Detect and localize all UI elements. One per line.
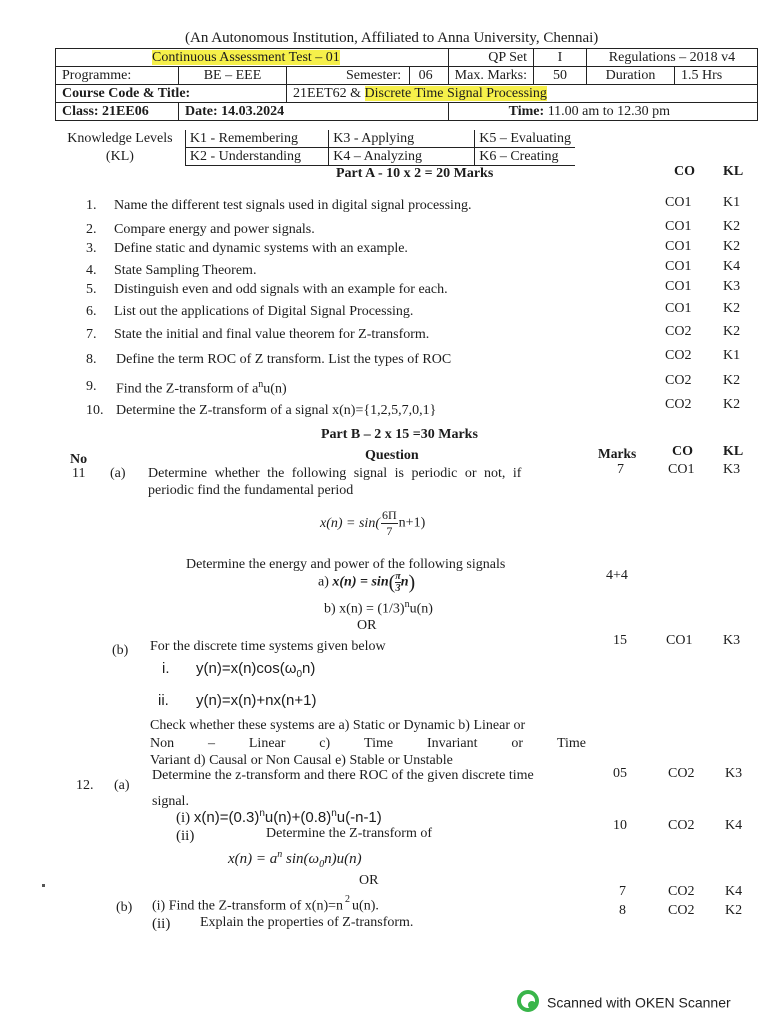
- course-cell: [287, 85, 758, 103]
- q11b-co: CO1: [666, 633, 693, 648]
- part-b-question-header: Question: [365, 448, 419, 463]
- q11b-i-eq-main: y(n)=x(n)cos(ω: [196, 660, 297, 677]
- q9-text-main: Find the Z-transform of a: [116, 381, 259, 397]
- q12b-ii-text: Explain the properties of Z-transform.: [200, 915, 414, 930]
- kl-title-line1: Knowledge Levels: [67, 131, 173, 147]
- q12a-i-p2: u(n)+(0.8): [264, 809, 332, 826]
- q12a-ii-kl: K4: [725, 818, 743, 833]
- q11b-check-line1: Check whether these systems are a) Static or Dynamic b) Linear or: [150, 718, 526, 733]
- class-label: Class: 21EE06: [56, 103, 179, 121]
- part-b-co-header: CO: [672, 444, 693, 459]
- q12a-i-label: (i): [176, 810, 191, 826]
- exam-header-table: [55, 48, 758, 121]
- q3-number: 3.: [86, 241, 97, 256]
- q11b-check2-word: Time: [556, 736, 586, 751]
- kl-k4: K4 – Analyzing: [329, 148, 475, 166]
- q1-text: Name the different test signals used in digital signal processing.: [114, 198, 472, 213]
- q11b-check-line3: Variant d) Causal or Non Causal e) Stable or Unstable: [150, 753, 453, 768]
- q11b-ii-roman: ii.: [158, 692, 169, 709]
- q11b-marks: 15: [613, 633, 627, 648]
- q2-kl: K2: [723, 219, 741, 234]
- q11b-i-equation: [196, 660, 315, 680]
- q11b-check-line2: [150, 736, 586, 752]
- q11a-eq-rhs: n+1): [398, 515, 426, 531]
- q11a2-b-sup: n: [404, 599, 410, 610]
- q10-number: 10.: [86, 403, 104, 418]
- q11a2-part-a: [318, 571, 415, 595]
- q1-number: 1.: [86, 198, 97, 213]
- q5-kl: K3: [723, 279, 741, 294]
- q6-co: CO1: [665, 301, 692, 316]
- kl-k6: K6 – Creating: [475, 148, 575, 166]
- date-label: Date: 14.03.2024: [179, 103, 449, 121]
- semester-cell: [287, 67, 449, 85]
- q7-text: State the initial and final value theorem for Z-transform.: [114, 327, 430, 342]
- scan-speck: [42, 884, 45, 887]
- kl-k3: K3 - Applying: [329, 130, 475, 148]
- q12a-ii-text: Determine the Z-transform of: [266, 826, 432, 841]
- q11b-line: For the discrete time systems given below: [150, 639, 386, 654]
- q11a2-a-var: n: [400, 574, 409, 590]
- q1-co: CO1: [665, 195, 692, 210]
- q12b-i-after: u(n).: [352, 898, 379, 914]
- q12a-marks: 05: [613, 766, 627, 781]
- q11b-check2-word: Invariant: [426, 736, 478, 751]
- max-marks-value: 50: [534, 67, 587, 85]
- q9-superscript: n: [258, 379, 264, 390]
- time-label: Time:: [508, 104, 545, 119]
- q12a-i-equation: [194, 809, 382, 826]
- duration-label: Duration: [587, 67, 675, 85]
- scanner-watermark: [517, 990, 731, 1015]
- q11a-eq-numerator: 6Π: [382, 508, 397, 522]
- kl-title-line2: (KL): [105, 149, 134, 164]
- q11a-equation: [320, 508, 425, 539]
- programme-label: Programme:: [56, 67, 179, 85]
- q11b-label: (b): [112, 643, 129, 658]
- q9-text: [116, 379, 287, 398]
- q11a2-a-open-paren: (: [388, 571, 396, 594]
- q5-co: CO1: [665, 279, 692, 294]
- q11a2-a-lhs: x(n) = sin: [332, 574, 389, 590]
- q12a-i-p3: u(-n-1): [336, 809, 382, 826]
- q12a-co: CO2: [668, 766, 695, 781]
- q12b-label: (b): [116, 900, 133, 915]
- q11a-label: (a): [110, 466, 126, 481]
- q6-kl: K2: [723, 301, 741, 316]
- q11a2-marks: 4+4: [606, 568, 628, 583]
- test-name: Continuous Assessment Test – 01: [152, 50, 340, 65]
- q11-number: 11: [72, 466, 86, 481]
- q11b-check2-word: Non: [150, 736, 175, 751]
- q12a-kl: K3: [725, 766, 743, 781]
- q3-text: Define static and dynamic systems with an example.: [114, 241, 408, 256]
- q12a-ii-label: (ii): [176, 828, 195, 844]
- q12a-label: (a): [114, 778, 130, 793]
- q1-kl: K1: [723, 195, 741, 210]
- q10-text: Determine the Z-transform of a signal x(n)={1,2,5,7,0,1}: [116, 403, 437, 418]
- time-cell: [448, 103, 757, 121]
- course-title: Discrete Time Signal Processing: [364, 86, 547, 101]
- q9-kl: K2: [723, 373, 741, 388]
- q11a2-a-close-paren: ): [408, 571, 416, 594]
- q12b-i-sup: 2: [345, 894, 351, 905]
- q12a-ii-eq2: sin(ω: [282, 851, 320, 867]
- q11a2-b-main: b) x(n) = (1/3): [324, 601, 405, 617]
- q4-co: CO1: [665, 259, 692, 274]
- q11a2-a-label: a): [318, 574, 329, 590]
- q11a-eq-fraction: [381, 508, 398, 539]
- or-2: OR: [359, 873, 379, 888]
- q12a-i-sup2: n: [331, 808, 337, 819]
- q2-co: CO1: [665, 219, 692, 234]
- q12a-ii-eq3: n)u(n): [324, 851, 362, 867]
- q12a-i-sup1: n: [259, 808, 265, 819]
- q12a-ii-co: CO2: [668, 818, 695, 833]
- q12a-line1: Determine the z-transform and there ROC of the given discrete time: [152, 768, 534, 783]
- q11a2-b-after: u(n): [409, 601, 433, 617]
- time-value: 11.00 am to 12.30 pm: [547, 104, 671, 119]
- course-label: Course Code & Title:: [56, 85, 287, 103]
- q11b-check2-word: –: [208, 736, 215, 751]
- part-b-title: Part B – 2 x 15 =30 Marks: [321, 427, 478, 442]
- q10-co: CO2: [665, 397, 692, 412]
- course-code: 21EET62 &: [293, 86, 362, 101]
- q11b-i-sub: 0: [296, 669, 303, 680]
- q8-text: Define the term ROC of Z transform. List the types of ROC: [116, 352, 452, 367]
- institution-line: (An Autonomous Institution, Affiliated to Anna University, Chennai): [185, 30, 599, 46]
- part-a-title: Part A - 10 x 2 = 20 Marks: [336, 166, 494, 181]
- q6-number: 6.: [86, 304, 97, 319]
- max-marks-label: Max. Marks:: [448, 67, 533, 85]
- qp-set-value: I: [534, 49, 587, 67]
- q3-co: CO1: [665, 239, 692, 254]
- q12b-ii-kl: K2: [725, 903, 743, 918]
- q12a-i: [176, 808, 382, 827]
- q7-kl: K2: [723, 324, 741, 339]
- q12b-ii-co: CO2: [668, 903, 695, 918]
- q11b-check2-word: c): [319, 736, 331, 751]
- q3-kl: K2: [723, 239, 741, 254]
- q12a-ii-sub: 0: [319, 859, 325, 870]
- q12b-i-main: (i) Find the Z-transform of x(n)=n: [152, 898, 344, 914]
- q11b-check2-word: Time: [364, 736, 394, 751]
- q11a-eq-lhs: x(n) = sin(: [320, 515, 380, 531]
- q8-co: CO2: [665, 348, 692, 363]
- q11a-eq-denominator: 7: [386, 524, 393, 538]
- q9-text-after: u(n): [263, 381, 287, 397]
- q9-number: 9.: [86, 379, 97, 394]
- q11a2-a-numerator: π: [395, 571, 401, 582]
- programme-value: BE – EEE: [179, 67, 287, 85]
- part-b-marks-header: Marks: [598, 446, 637, 461]
- q10-kl: K2: [723, 397, 741, 412]
- oken-scanner-logo-icon: [517, 990, 539, 1015]
- semester-label: Semester:: [345, 68, 402, 83]
- q2-text: Compare energy and power signals.: [114, 222, 315, 237]
- q8-kl: K1: [723, 348, 741, 363]
- q6-text: List out the applications of Digital Signal Processing.: [114, 304, 414, 319]
- part-a-co-header: CO: [674, 164, 695, 179]
- knowledge-levels-table: [55, 130, 575, 166]
- q4-text: State Sampling Theorem.: [114, 263, 257, 278]
- q7-number: 7.: [86, 327, 97, 342]
- q9-co: CO2: [665, 373, 692, 388]
- kl-k2: K2 - Understanding: [185, 148, 328, 166]
- q11a-line2: periodic find the fundamental period: [148, 483, 354, 498]
- q12b-i: [152, 896, 379, 915]
- part-b-kl-header: KL: [723, 444, 744, 459]
- or-1: OR: [357, 618, 377, 633]
- scanner-text: Scanned with OKEN Scanner: [547, 994, 731, 1011]
- q5-text: Distinguish even and odd signals with an example for each.: [114, 282, 448, 297]
- q12-number: 12.: [76, 778, 94, 793]
- q11a2-part-b: [324, 599, 433, 618]
- q5-number: 5.: [86, 282, 97, 297]
- q12a-ii-sup: n: [277, 849, 283, 860]
- q12a-i-p1: x(n)=(0.3): [193, 809, 260, 826]
- q12b-i-kl: K4: [725, 884, 743, 899]
- q11a-marks: 7: [617, 462, 624, 477]
- duration-value: 1.5 Hrs: [675, 67, 758, 85]
- q11b-i-eq-after: n): [302, 660, 316, 677]
- q11b-i-roman: i.: [162, 660, 170, 677]
- q2-number: 2.: [86, 222, 97, 237]
- q11a-kl: K3: [723, 462, 741, 477]
- q11b-check2-word: or: [511, 736, 524, 751]
- kl-k5: K5 – Evaluating: [475, 130, 575, 148]
- test-name-cell: [56, 49, 449, 67]
- part-b-no-header: No: [70, 452, 88, 467]
- q4-number: 4.: [86, 263, 97, 278]
- q11a-line1: Determine whether the following signal is periodic or not, if: [148, 466, 522, 481]
- q11a2-a-denominator: 3: [395, 583, 401, 594]
- semester-value: 06: [409, 67, 442, 84]
- q12a-ii-eq1: x(n) = a: [228, 851, 278, 867]
- q12b-i-marks: 7: [619, 884, 626, 899]
- regulations: Regulations – 2018 v4: [587, 49, 758, 67]
- q7-co: CO2: [665, 324, 692, 339]
- q4-kl: K4: [723, 259, 741, 274]
- kl-k1: K1 - Remembering: [185, 130, 328, 148]
- q12a-line2: signal.: [152, 794, 189, 809]
- q8-number: 8.: [86, 352, 97, 367]
- part-a-kl-header: KL: [723, 164, 744, 179]
- q12a-ii-marks: 10: [613, 818, 627, 833]
- q12b-ii-marks: 8: [619, 903, 626, 918]
- q11a2-line: Determine the energy and power of the following signals: [186, 557, 506, 572]
- q11b-check2-word: Linear: [248, 736, 286, 751]
- q12b-i-co: CO2: [668, 884, 695, 899]
- q11b-kl: K3: [723, 633, 741, 648]
- q12b-ii-label: (ii): [152, 916, 171, 932]
- q11b-ii-equation: y(n)=x(n)+nx(n+1): [196, 692, 317, 709]
- q12a-ii-equation: [228, 849, 362, 870]
- q11a-co: CO1: [668, 462, 695, 477]
- qp-set-label: QP Set: [448, 49, 533, 67]
